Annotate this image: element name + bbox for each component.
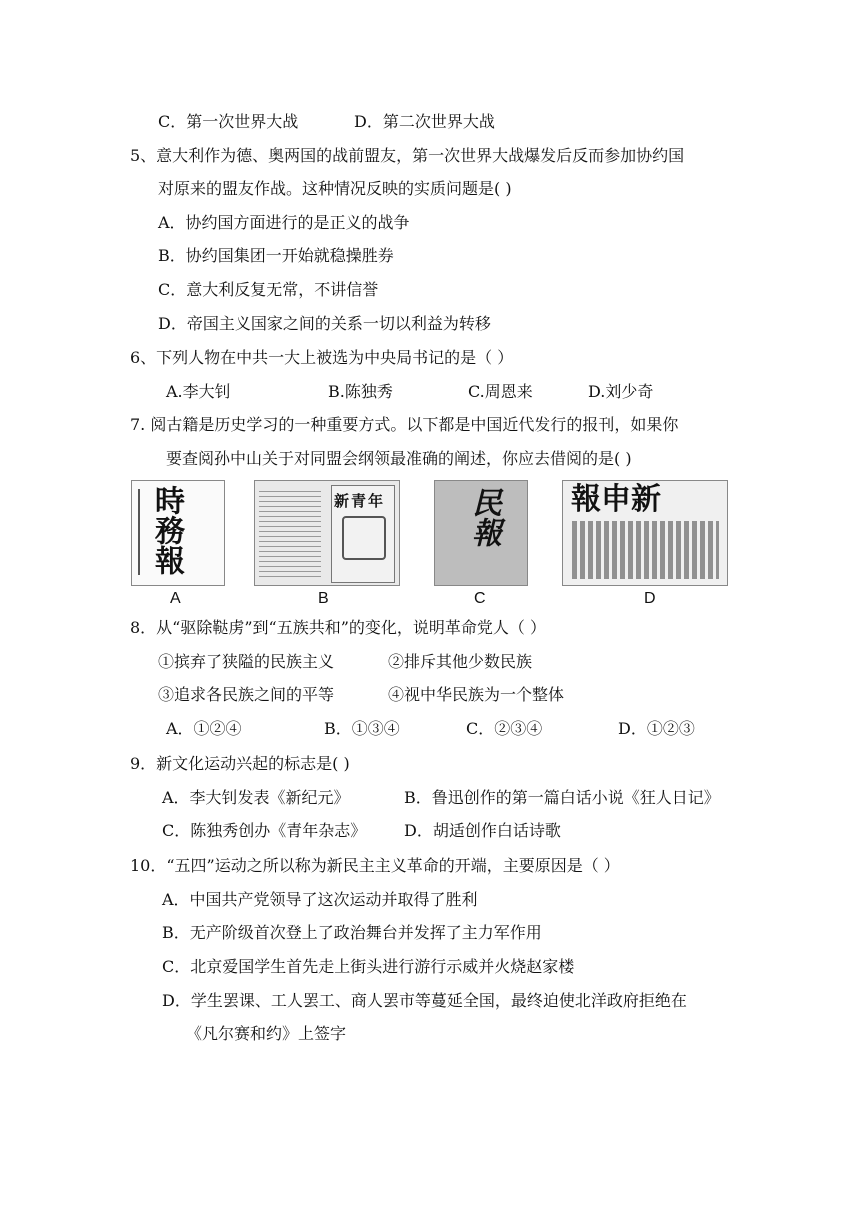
- q6-option-c: C.周恩来: [468, 382, 533, 401]
- q9-stem: 9．新文化运动兴起的标志是( ): [130, 754, 350, 773]
- q8-option-b: B．①③④: [324, 719, 400, 738]
- q8-statement-4: ④视中华民族为一个整体: [388, 685, 565, 704]
- q5-stem-line2: 对原来的盟友作战。这种情况反映的实质问题是( ): [158, 179, 512, 198]
- q8-statement-1: ①摈弃了狭隘的民族主义: [158, 652, 335, 671]
- q10-stem: 10．“五四”运动之所以称为新民主主义革命的开端，主要原因是（ ）: [130, 856, 620, 875]
- cover-emblem: [342, 516, 386, 560]
- q6-option-d: D.刘少奇: [588, 382, 654, 401]
- newspaper-image-a: [131, 480, 225, 586]
- q10-option-d-line1: D．学生罢课、工人罢工、商人罢市等蔓延全国，最终迫使北洋政府拒绝在: [162, 991, 687, 1010]
- q9-option-c: C．陈独秀创办《青年杂志》: [162, 821, 367, 840]
- q8-stem: 8．从“驱除鞑虏”到“五族共和”的变化，说明革命党人（ ）: [130, 618, 546, 637]
- newspaper-image-c: [434, 480, 528, 586]
- newspaper-d-title: 新申報: [571, 482, 661, 517]
- q6-option-a: A.李大钊: [166, 382, 231, 401]
- newspaper-b-title: 新青年: [334, 492, 386, 510]
- text-grid: [569, 521, 719, 579]
- q8-option-d: D．①②③: [618, 719, 695, 738]
- q4-option-c: C．第一次世界大战: [158, 112, 299, 131]
- q5-option-c: C．意大利反复无常，不讲信誉: [158, 280, 379, 299]
- q6-stem: 6、下列人物在中共一大上被选为中央局书记的是（ ）: [130, 348, 514, 367]
- q8-option-c: C．②③④: [466, 719, 543, 738]
- q7-stem-line1: 7. 阅古籍是历史学习的一种重要方式。以下都是中国近代发行的报刊，如果你: [130, 415, 679, 434]
- image-label-c: C: [474, 590, 486, 607]
- q5-option-d: D．帝国主义国家之间的关系一切以利益为转移: [158, 314, 491, 333]
- image-label-b: B: [318, 590, 329, 607]
- q9-option-d: D．胡适创作白话诗歌: [404, 821, 561, 840]
- newspaper-a-title: 時務報: [149, 485, 184, 575]
- newspaper-image-b: [254, 480, 400, 586]
- q6-option-b: B.陈独秀: [328, 382, 393, 401]
- newspaper-c-title: 民報: [466, 487, 501, 547]
- q8-statement-3: ③追求各民族之间的平等: [158, 685, 335, 704]
- image-label-a: A: [170, 590, 181, 607]
- q9-option-a: A．李大钊发表《新纪元》: [162, 788, 350, 807]
- text-column: [259, 487, 321, 579]
- q5-option-b: B．协约国集团一开始就稳操胜券: [158, 246, 394, 265]
- cover-panel: [331, 485, 395, 583]
- newspaper-image-d: [562, 480, 728, 586]
- q8-option-a: A．①②④: [166, 719, 242, 738]
- column-rule: [138, 489, 140, 575]
- q5-option-a: A．协约国方面进行的是正义的战争: [158, 213, 410, 232]
- q5-stem-line1: 5、意大利作为德、奥两国的战前盟友，第一次世界大战爆发后反而参加协约国: [130, 146, 685, 165]
- q9-option-b: B．鲁迅创作的第一篇白话小说《狂人日记》: [404, 788, 720, 807]
- q10-option-b: B．无产阶级首次登上了政治舞台并发挥了主力军作用: [162, 923, 542, 942]
- q10-option-c: C．北京爱国学生首先走上街头进行游行示威并火烧赵家楼: [162, 957, 575, 976]
- q7-stem-line2: 要查阅孙中山关于对同盟会纲领最准确的阐述，你应去借阅的是( ): [166, 449, 632, 468]
- q10-option-d-line2: 《凡尔赛和约》上签字: [186, 1024, 347, 1043]
- image-label-d: D: [644, 590, 656, 607]
- q8-statement-2: ②排斥其他少数民族: [388, 652, 533, 671]
- q10-option-a: A．中国共产党领导了这次运动并取得了胜利: [162, 890, 478, 909]
- q4-option-d: D．第二次世界大战: [354, 112, 495, 131]
